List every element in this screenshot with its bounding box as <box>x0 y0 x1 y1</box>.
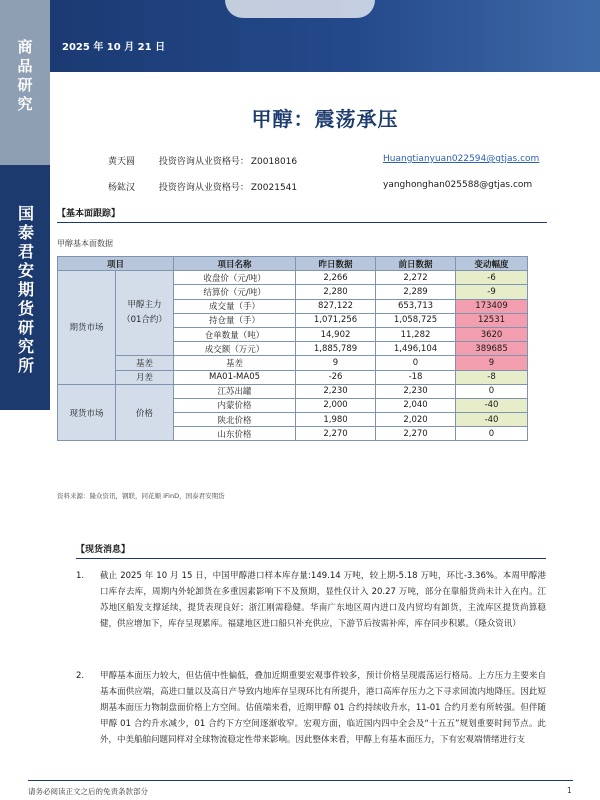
header-item: 项目 <box>58 257 174 271</box>
sidebar-top-label: 商品研究 <box>15 39 34 115</box>
section-divider <box>57 222 547 223</box>
row-change: -40 <box>456 398 528 412</box>
row-yesterday: 2,280 <box>296 285 376 299</box>
author-cert-label: 投资咨询从业资格号： <box>158 183 249 193</box>
paragraph-text: 截止 2025 年 10 月 15 日，中国甲醇港口样本库存量:149.14 万吨，较上期-5.18 万吨，环比-3.36%。本周甲醇港口库存去库，周期内外轮卸货在多重因素影响下不及预期，显性仅计入 20.27 万吨，部分在靠船货尚未计入在内。江苏地区船发支撑延续，提货表现良好；浙江刚需稳健。华南广东地区周内进口及内贸均有卸货，主流库区提货尚算稳健，供应增加下，库存呈现累库。福建地区进口船只补充供应，下游节后按需补库，库存同步积累。（隆众资讯） <box>100 571 546 629</box>
page-number: 1 <box>567 786 572 795</box>
author-cert-id: Z0018016 <box>250 157 298 167</box>
row-yesterday: 1,885,789 <box>296 342 376 356</box>
row-change: 9 <box>456 356 528 370</box>
row-yesterday: 2,000 <box>296 398 376 412</box>
author-cert-id: Z0021541 <box>250 183 298 193</box>
report-date: 2025 年 10 月 21 日 <box>62 42 166 53</box>
header-change: 变动幅度 <box>456 257 528 271</box>
row-change: -8 <box>456 370 528 384</box>
author-email-link[interactable]: Huangtianyuan022594@gtjas.com <box>383 154 540 164</box>
row-yesterday: 827,122 <box>296 299 376 313</box>
row-before: 2,270 <box>376 427 456 441</box>
row-before: -18 <box>376 370 456 384</box>
section-heading-spot-news: 【现货消息】 <box>76 545 131 555</box>
row-before: 1,496,104 <box>376 342 456 356</box>
row-change: 0 <box>456 384 528 398</box>
row-before: 2,272 <box>376 271 456 285</box>
paragraph-number: 1. <box>76 571 85 581</box>
futures-group-cell: 期货市场 <box>58 271 116 385</box>
row-change: 389685 <box>456 342 528 356</box>
row-yesterday: 9 <box>296 356 376 370</box>
row-name: 成交额（万元） <box>174 342 296 356</box>
sidebar-bottom-label: 国泰君安期货研究所 <box>15 204 35 376</box>
section-heading-fundamentals: 【基本面跟踪】 <box>57 209 121 219</box>
row-yesterday: 1,071,256 <box>296 313 376 327</box>
row-change: 173409 <box>456 299 528 313</box>
header-logo-icon <box>225 0 375 18</box>
row-name: 收盘价（元/吨） <box>174 271 296 285</box>
row-change: -9 <box>456 285 528 299</box>
spot-group-cell: 现货市场 <box>58 384 116 441</box>
data-source-note: 资料来源：隆众资讯，钢联，同花顺 iFinD，国泰君安期货 <box>57 492 225 500</box>
table-row <box>58 370 528 384</box>
row-yesterday: 2,270 <box>296 427 376 441</box>
row-before: 2,020 <box>376 413 456 427</box>
row-before: 2,230 <box>376 384 456 398</box>
header-item-name: 项目名称 <box>174 257 296 271</box>
row-name: MA01-MA05 <box>174 370 296 384</box>
table-row <box>58 384 528 398</box>
row-yesterday: -26 <box>296 370 376 384</box>
author-name: 杨鈜汉 <box>108 183 136 193</box>
row-name: 结算价（元/吨） <box>174 285 296 299</box>
row-name: 仓单数量（吨） <box>174 327 296 341</box>
row-before: 1,058,725 <box>376 313 456 327</box>
row-change: 0 <box>456 427 528 441</box>
paragraph-number: 2. <box>76 671 85 681</box>
table-row <box>58 271 528 285</box>
row-name: 基差 <box>174 356 296 370</box>
row-yesterday: 2,266 <box>296 271 376 285</box>
fundamentals-table <box>57 256 528 441</box>
main-contract-cell: 甲醇主力 （01合约） <box>116 271 174 356</box>
row-name: 内蒙价格 <box>174 398 296 412</box>
row-name: 成交量（手） <box>174 299 296 313</box>
author-cert-label: 投资咨询从业资格号： <box>158 157 249 167</box>
spread-group-cell: 月差 <box>116 370 174 384</box>
table-title: 甲醇基本面数据 <box>57 239 113 248</box>
footer-disclaimer: 请务必阅读正文之后的免责条款部分 <box>28 787 148 796</box>
footer-divider <box>28 780 573 781</box>
author-row-1 <box>108 154 540 167</box>
row-yesterday: 14,902 <box>296 327 376 341</box>
basis-group-cell: 基差 <box>116 356 174 370</box>
row-before: 653,713 <box>376 299 456 313</box>
row-change: -6 <box>456 271 528 285</box>
price-group-cell: 价格 <box>116 384 174 441</box>
table-header-row <box>58 257 528 271</box>
row-name: 江苏出罐 <box>174 384 296 398</box>
report-title: 甲醇：震荡承压 <box>251 107 399 131</box>
paragraph-text: 甲醇基本面压力较大，但估值中性偏低，叠加近期重要宏观事件较多，预计价格呈现震荡运行格局。上方压力主要来自基本面供应端，高进口量以及高日产导致内地库存呈现环比有所提升，港口高库存压力之下寻求回流内地降压。因此短期基本面压力物制盘面价格上方空间。估值端来看，近期甲醇 01 合约持续收升水，11-01 合约月差有所转强。但伴随甲醇 01 合约升水减少，01 合约下方空间逐渐收窄。宏观方面，临近国内四中全会及“十五五”规划重要时间节点。此外，中美船舶问题同样对全球物流稳定性带来影响。因此整体来看，甲醇上有基本面压力，下有宏观端情绪进行支 <box>100 671 546 745</box>
author-row-2 <box>108 180 533 193</box>
row-before: 11,282 <box>376 327 456 341</box>
row-name: 山东价格 <box>174 427 296 441</box>
row-before: 2,289 <box>376 285 456 299</box>
row-change: -40 <box>456 413 528 427</box>
row-before: 2,040 <box>376 398 456 412</box>
row-name: 陕北价格 <box>174 413 296 427</box>
row-yesterday: 1,980 <box>296 413 376 427</box>
author-name: 黄天圆 <box>108 157 136 167</box>
header-before: 前日数据 <box>376 257 456 271</box>
row-change: 3620 <box>456 327 528 341</box>
news-paragraph-1 <box>76 568 546 632</box>
row-yesterday: 2,230 <box>296 384 376 398</box>
table-row <box>58 356 528 370</box>
row-change: 12531 <box>456 313 528 327</box>
section-divider <box>76 558 546 559</box>
row-name: 持仓量（手） <box>174 313 296 327</box>
row-before: 0 <box>376 356 456 370</box>
author-email: yanghonghan025588@gtjas.com <box>383 180 533 190</box>
header-yesterday: 昨日数据 <box>296 257 376 271</box>
news-paragraph-2 <box>76 668 546 748</box>
